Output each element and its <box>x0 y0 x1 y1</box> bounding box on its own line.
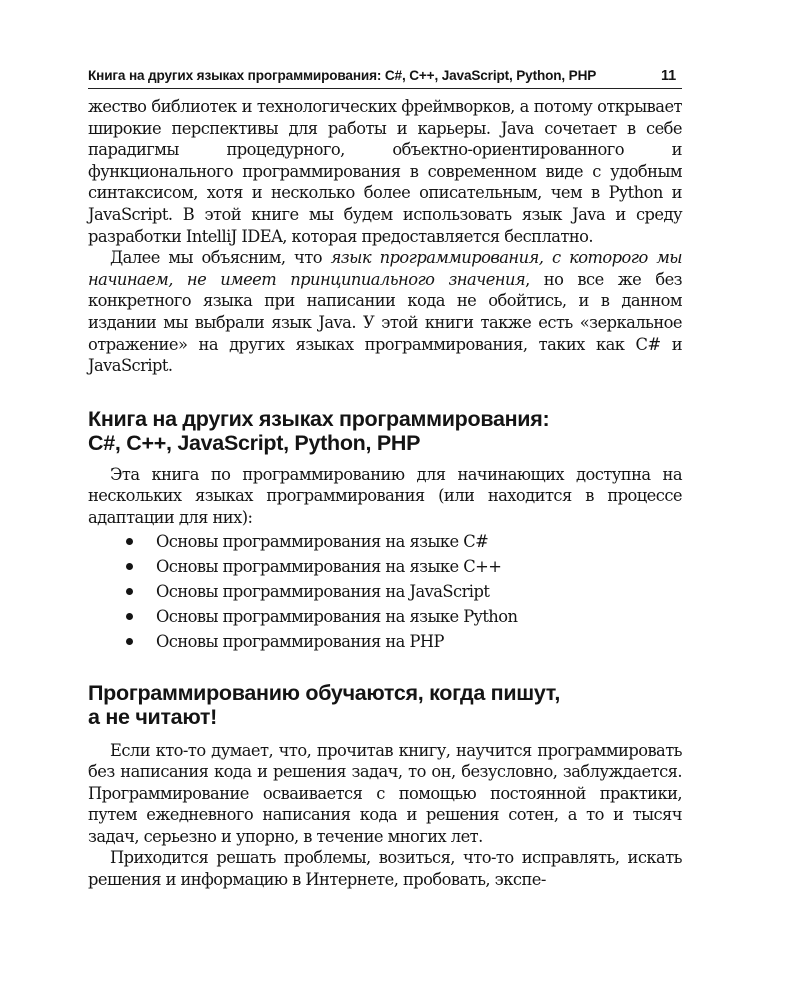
intro-paragraph-1: жество библиотек и технологических фреймворков, а потому открывает широкие перспективы для работы и карьеры. Java сочетает в себе парадигмы процедурного, объектно-ориентированного и функционального программирования в современном виде с удобным синтаксисом, хотя и несколько более описательным, чем в Python и JavaScript. В этой книге мы будем использовать язык Java и среду разработки IntelliJ IDEA, которая предоставляется бесплатно. <box>88 97 682 246</box>
bullet-icon <box>126 588 133 595</box>
list-item <box>126 604 682 629</box>
intro-paragraph-2-text-after: , но все же без конкретного языка при написании кода не обойтись, и в данном издании мы выбрали язык Java. У этой книги также есть «зеркальное отражение» на других языках программирования, таких как C# и JavaScript. <box>88 269 682 376</box>
list-item <box>126 554 682 579</box>
practice-paragraph-2: Приходится решать проблемы, возиться, что-то исправлять, искать решения и информацию в Интернете, пробовать, экспе- <box>88 848 682 890</box>
section-heading-line-1: Книга на других языках программирования: <box>88 406 550 431</box>
list-item <box>126 579 682 604</box>
section-heading-line-2: а не читают! <box>88 704 217 729</box>
intro-paragraph-2-emphasis: язык программирования, с которого мы начинаем, не имеет принципиального значения <box>88 248 682 289</box>
list-item-text: Основы программирования на языке C# <box>156 531 489 551</box>
section-heading-learn-by-writing <box>88 681 682 729</box>
bullet-icon <box>126 538 133 545</box>
intro-paragraph-2-text-before: Далее мы объясним, что <box>110 248 331 268</box>
list-item-text: Основы программирования на PHP <box>156 631 444 651</box>
practice-paragraph-1: Если кто-то думает, что, прочитав книгу, научится программировать без написания кода и решения задач, то он, безусловно, заблуждается. Программирование осваивается с помощью постоянной практики, путем ежедневного написания кода и решения сотен, а то и тысяч задач, серьезно и упорно, в течение многих лет. <box>88 740 682 846</box>
page-number: 11 <box>660 68 676 84</box>
intro-paragraph-2 <box>88 247 682 377</box>
running-head <box>88 68 682 89</box>
list-item <box>126 529 682 554</box>
list-item-text: Основы программирования на языке C++ <box>156 556 502 576</box>
section-heading-line-2: C#, C++, JavaScript, Python, PHP <box>88 430 421 455</box>
bullet-icon <box>126 638 133 645</box>
bullet-icon <box>126 613 133 620</box>
section-intro-paragraph: Эта книга по программированию для начинающих доступна на нескольких языках программирования (или находится в процессе адаптации для них): <box>88 464 682 527</box>
page-body <box>88 96 682 891</box>
list-item-text: Основы программирования на JavaScript <box>156 581 490 601</box>
language-list <box>88 529 682 654</box>
section-heading-other-languages <box>88 407 682 455</box>
list-item-text: Основы программирования на языке Python <box>156 606 518 626</box>
book-page <box>88 68 682 891</box>
running-head-title: Книга на других языках программирования: C#, C++, JavaScript, Python, PHP <box>88 68 597 83</box>
section-heading-line-1: Программированию обучаются, когда пишут, <box>88 680 561 705</box>
list-item <box>126 629 682 654</box>
bullet-icon <box>126 563 133 570</box>
